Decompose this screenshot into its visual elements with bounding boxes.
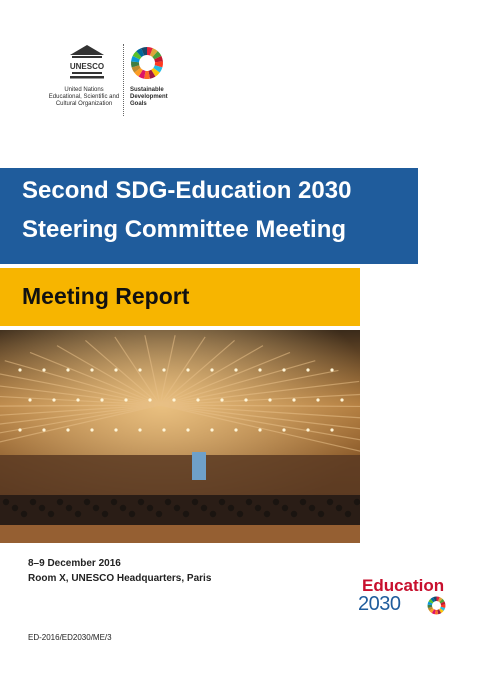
education-year: 2030 <box>358 593 401 615</box>
unesco-caption-line: United Nations <box>64 87 104 93</box>
sdg-wheel-icon <box>427 596 446 615</box>
sdg-caption <box>130 87 168 108</box>
education-2030-logo <box>358 568 458 618</box>
sdg-caption-line: Development <box>130 94 168 100</box>
unesco-wordmark: UNESCO <box>69 62 105 71</box>
sdg-caption-line: Sustainable <box>130 87 164 93</box>
education-word: Education <box>362 576 445 595</box>
sdg-caption-line: Goals <box>130 101 147 107</box>
title-line: Steering Committee Meeting <box>22 216 347 243</box>
title-line: Second SDG-Education 2030 <box>22 177 352 204</box>
report-subtitle: Meeting Report <box>22 283 190 309</box>
unesco-caption-line: Cultural Organization <box>55 101 113 107</box>
unesco-caption-line: Educational, Scientific and <box>48 94 120 100</box>
conference-hall-photo <box>0 330 360 543</box>
sdg-wheel-icon <box>130 46 164 80</box>
unesco-temple-icon <box>69 44 105 82</box>
logo-block <box>42 40 172 120</box>
logo-divider <box>123 44 124 116</box>
meeting-date: 8–9 December 2016 <box>28 558 121 569</box>
unesco-caption <box>42 87 126 108</box>
meeting-location: Room X, UNESCO Headquarters, Paris <box>28 573 212 584</box>
document-code: ED-2016/ED2030/ME/3 <box>28 633 112 642</box>
